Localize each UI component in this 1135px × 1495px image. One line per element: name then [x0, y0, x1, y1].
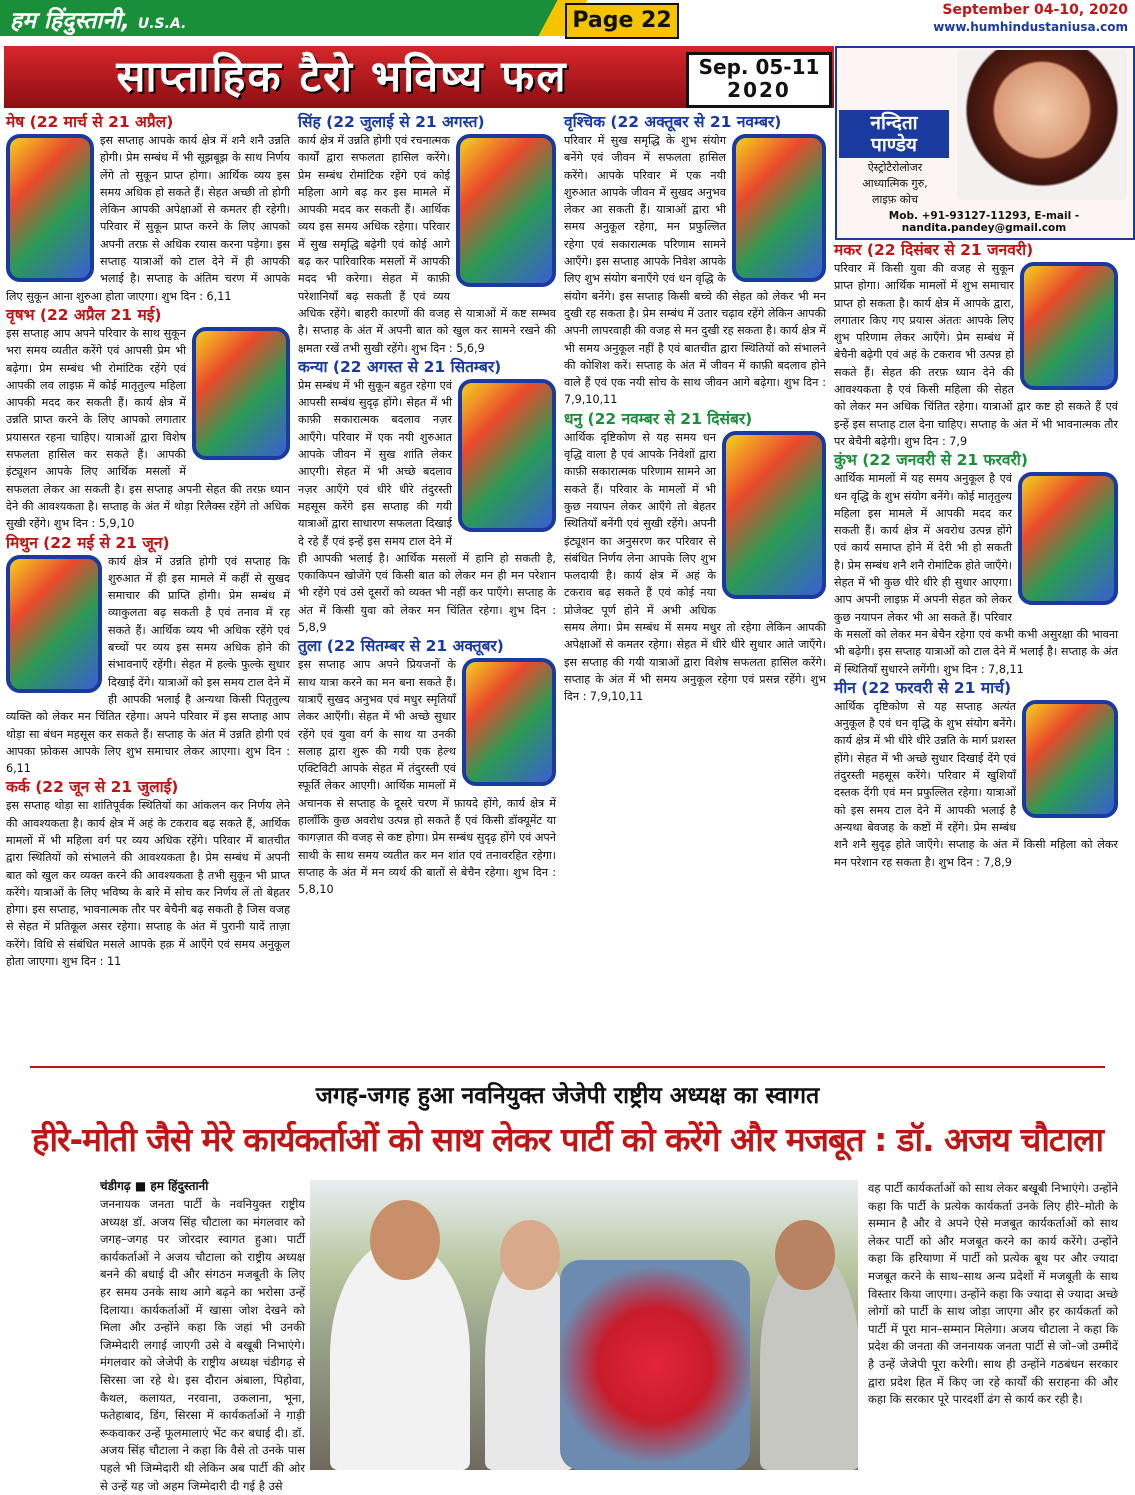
tarot-card-image: [722, 431, 826, 599]
horoscope-banner: [4, 46, 834, 108]
website-link[interactable]: www.humhindustaniusa.com: [933, 20, 1128, 34]
tarot-card-image: [6, 134, 94, 282]
photo-person-head: [370, 1200, 440, 1280]
news-photo: [310, 1180, 858, 1470]
paper-name: [10, 3, 186, 35]
column-1: [6, 112, 290, 970]
photo-person-head: [775, 1220, 835, 1290]
sign-title-mithun: मिथुन (22 मई से 21 जून): [6, 533, 170, 552]
tarot-card-image: [1018, 472, 1118, 605]
sign-title-singh: सिंह (22 जुलाई से 21 अगस्त): [298, 113, 485, 131]
author-box: [835, 46, 1135, 240]
sign-text-mesh: इस सप्ताह आपके कार्य क्षेत्र में शनै शनै उन्नति होगी। प्रेम सम्बंध में भी सूझबूझ के साथ निर्णय लेंगे तो सुकून प्राप्त होगा। आर्थिक व्यय इस समय अधिक हो सकते हैं। सेहत अच्छी तो होगी लेकिन आपकी अपेक्षाओं से कमतर ही रहेगी। परिवार में सुकून प्राप्त करने के लिए आपको अपनी तरफ़ से अधिक रयास करना पड़ेगा। इस सप्ताह यात्राओं को टाल देने में ही आपकी भलाई है। सप्ताह के अंतिम चरण में आपके लिए सुकून आना शुरुआ होता जाएगा। शुभ दिन : 6,11: [6, 134, 290, 303]
sign-title-tula: तुला (22 सितम्बर से 21 अक्तूबर): [298, 637, 504, 656]
tarot-card-image: [462, 658, 556, 786]
issue-date: September 04-10, 2020: [942, 2, 1128, 18]
author-desc-line: लाइफ़ कोच: [872, 193, 918, 206]
paper-name-bar: [0, 0, 560, 36]
sign-text-singh: कार्य क्षेत्र में उन्नति होगी एवं रचनात्मक कार्यों द्वारा सफलता हासिल करेंगे। प्रेम सम्बंध रोमांटिक रहेंगे एवं कोई महिला आगे बढ़ कर इस मामले में आपकी मदद कर सकती हैं। आर्थिक व्यय इस समय अधिक रहेगा। परिवार में सुख समृद्धि बढ़ेगी एवं कोई आगे बढ़ कर पारिवारिक मसलों में आपकी मदद भी करेगा। सेहत में काफ़ी परेशानियाँ बढ़ सकती हैं एवं व्यय अधिक रहेंगे। बाहरी कारणों की वजह से यात्राओं में कष्ट सम्भव है। सप्ताह के अंत में अपनी बात को खुल कर सामने रखने की क्षमता रखें तभी सुखी रहेंगे। शुभ दिन : 5,6,9: [298, 134, 556, 355]
sign-text-mithun: कार्य क्षेत्र में उन्नति होगी एवं सप्ताह कि शुरुआत में ही इस मामले में कहीं से सुखद समाचार की प्राप्ति होगी। प्रेम सम्बंध में व्याकुलता बढ़ सकती है एवं तनाव में रह सकते हैं। आर्थिक व्यय भी अधिक रहेंगे एवं बच्चों पर व्यय इस समय अधिक होने की संभावनाएँ रहेंगी। सेहत में हल्के फुल्के सुधार दिखाई देंगे। यात्राओं को इस समय टाल देने में ही आपकी भलाई है अन्यथा किसी पितृतुल्य व्यक्ति को लेकर मन चिंतित रहेगा। अपने परिवार में इस सप्ताह आप थोड़ा सा बंधन महसूस कर सकते हैं। सप्ताह के अंत में उन्नति होगी एवं आपका फ़ोकस आपके लिए शुभ समाचार लेकर आएगा। शुभ दिन : 6,11: [6, 554, 290, 776]
news-kicker: जगह-जगह हुआ नवनियुक्त जेजेपी राष्ट्रीय अध्यक्ष का स्वागत: [315, 1083, 820, 1109]
tarot-card-image: [732, 134, 826, 282]
sign-title-dhanu: धनु (22 नवम्बर से 21 दिसंबर): [564, 409, 753, 428]
sign-title-meen: मीन (22 फरवरी से 21 मार्च): [834, 678, 1012, 697]
tarot-card-image: [456, 134, 556, 287]
sign-title-vrishchik: वृश्चिक (22 अक्तूबर से 21 नवम्बर): [564, 113, 782, 131]
sign-text-tula: इस सप्ताह आप अपने प्रियजनों के साथ यात्रा करने का मन बना सकते हैं। यात्राएँ सुखद अनुभव एवं मधुर स्मृतियाँ लेकर आएँगी। सेहत में भी अच्छे सुधार रहेंगे एवं युवा वर्ग के साथ या उनकी सलाह द्वारा शुरू की गयी एक हेल्थ एक्टिविटी आपके सेहत में तंदुरस्ती एवं स्फूर्ति लेकर आएगी। आर्थिक मामलों में अचानक से सप्ताह के दूसरे चरण में फ़ायदे होंगे, कार्य क्षेत्र में हालाँकि कुछ अवरोध उत्पन्न हो सकते हैं एवं किसी डॉक्यूमेंट या कागज़ात की वजह से कष्ट होगा। प्रेम सम्बंध सुदृढ़ होंगे एवं अपने साथी के साथ समय व्यतीत कर मन शांत एवं तनावरहित रहेगा। सप्ताह के अंत में मन व्यर्थ की बातों से बेचैन रहेगा। शुभ दिन : 5,8,10: [298, 658, 556, 897]
news-dateline: चंडीगढ़ ■ हम हिंदुस्तानी: [100, 1179, 209, 1193]
author-desc-line: आध्यात्मिक गुरु,: [862, 177, 928, 190]
author-last-name: पाण्डेय: [871, 134, 917, 156]
sign-title-makar: मकर (22 दिसंबर से 21 जनवरी): [834, 241, 1034, 259]
author-description: [839, 160, 951, 208]
news-headline: हीरे-मोती जैसे मेरे कार्यकर्ताओं को साथ लेकर पार्टी को करेंगे और मजबूत : डॉ. अजय चौटाला: [31, 1120, 1104, 1159]
column-2: [298, 112, 556, 898]
sign-text-makar: परिवार में किसी युवा की वजह से सुकून प्राप्त होगा। आर्थिक मामलों में शुभ समाचार प्राप्त हो सकता है। कार्य क्षेत्र में आपके द्वारा, लगातार किए गए प्रयास अंततः आपके लिए शुभ परिणाम लेकर आएँगे। प्रेम सम्बंध में बेचैनी बढ़ेगी एवं अहं के टकराव भी उत्पन्न हो सकते हैं। सेहत की तरफ़ ध्यान देने की आवश्यकता है एवं किसी महिला की सेहत को लेकर मन अधिक चिंतित रहेगा। यात्राओं द्वार कष्ट हो सकते हैं एवं इन्हें इस सप्ताह टाल देना चाहिए। सप्ताह के अंत में भी भावनात्मक तौर पर बेचैनी बढ़ेगी। शुभ दिन : 7,9: [834, 262, 1118, 448]
photo-bouquet: [560, 1260, 750, 1470]
paper-suffix: U.S.A.: [137, 16, 187, 32]
sign-text-kanya: प्रेम सम्बंध में भी सुकून बहुत रहेगा एवं आपसी सम्बंध सुदृढ़ होंगे। सेहत में भी काफ़ी सकारात्मक बदलाव नज़र आएँगे। परिवार में एक नयी शुरुआत आपके जीवन में सुख शांति लेकर आएगी। सेहत में भी अच्छे बदलाव नज़र आएँगे एवं धीरे धीरे तंदुरस्ती महसूस करेंगे इस सप्ताह की गयी यात्राओं द्वारा साधारण सफलता दिखाई दे रहे हैं एवं इन्हें इस समय टाल देने में ही आपकी भलाई है। आर्थिक मसलों में हानि हो सकती है, एकाकिपन खोजेंगे एवं किसी बात को लेकर मन ही मन परेशान भी रहेंगे एवं उसे दूसरों को व्यक्त भी नहीं कर पाएँगे। सप्ताह के अंत में किसी युवा को लेकर मन चिंतित रहेगा। शुभ दिन : 5,8,9: [298, 378, 556, 635]
banner-title: साप्ताहिक टैरो भविष्य फल: [116, 52, 568, 102]
week-date-year: 2020: [727, 78, 791, 102]
news-body-left: जननायक जनता पार्टी के नवनियुक्त राष्ट्रीय अध्यक्ष डॉ. अजय सिंह चौटाला का मंगलवार को जगह–जगह पर जोरदार स्वागत हुआ। पार्टी कार्यकर्ताओं ने अजय चौटाला को राष्ट्रीय अध्यक्ष बनने की बधाई दी और संगठन मजबूती के लिए हर समय उनके साथ आगे बढ़ने का भरोसा उन्हें दिलाया। कार्यकर्ताओं में खासा जोश देखने को मिला और उन्होंने कहा कि जहां भी उनकी जिम्मेदारी लगाई जाएगी उसे वे बखूबी निभाएंगे। मंगलवार को जेजेपी के राष्ट्रीय अध्यक्ष चंडीगढ़ से सिरसा जा रहे थे। इस दौरान अंबाला, पिहोवा, कैथल, कलायत, नरवाना, उकलाना, भूना, फतेहाबाद, डिंग, सिरसा में कार्यकर्ताओं ने गाड़ी रूकवाकर उन्हें फूलमालाएं भेंट कर बधाई दी। डॉ. अजय सिंह चौटाला ने कहा कि वैसे तो उनके पास पहले भी जिम्मेदारी थी लेकिन अब पार्टी की ओर से उन्हें यह जो अहम जिम्मेदारी दी गई है उसे: [100, 1197, 305, 1493]
sign-text-dhanu: आर्थिक दृष्टिकोण से यह समय धन वृद्धि वाला है एवं आपके निवेशों द्वारा काफ़ी सकारात्मक परिणाम सामने आ सकते हैं। परिवार के मामलों में भी कुछ नयापन लेकर आएँगे तो बेहतर स्थितियाँ बनेंगी एवं सुखी रहेंगे। अपनी इंट्यूशन का अनुसरण कर परिवार से संबंधित निर्णय लेना आपके लिए शुभ फलदायी है। कार्य क्षेत्र में अहं के टकराव बढ़ सकते हैं एवं कोई नया प्रोजेक्ट पूर्ण होने में अभी अधिक समय लेगा। प्रेम सम्बंध में समय मधुर तो रहेगा लेकिन आपकी अपेक्षाओं से कमतर रहेगा। सेहत में धीरे धीरे सुधार आते जाएँगे। इस सप्ताह की गयी यात्राओं द्वारा विशेष सफलता हासिल करेंगे। सप्ताह के अंत में भी समय अनुकूल रहेगा एवं प्रसन्न रहेंगे। शुभ दिन : 7,9,10,11: [564, 430, 826, 704]
author-first-name: नन्दिता: [870, 112, 918, 134]
sign-text-kark: इस सप्ताह थोड़ा सा शांतिपूर्वक स्थितियों का आंकलन कर निर्णय लेने की आवश्यकता है। कार्य क्षेत्र में अहं के टकराव बढ़ सकते हैं, आर्थिक मामलों में भी महिला वर्ग पर व्यय अधिक रहेंगे। परिवार में बातचीत द्वारा स्थितियों को संभालने की आवश्यकता है। प्रेम सम्बंध में अपनी बात को खुल कर व्यक्त करने की आवश्यकता है तभी सुकून भी प्राप्त करेंगे। यात्राओं के लिए भविष्य के बारे में सोच कर निर्णय लें तो बेहतर होगा। इस सप्ताह, भावनात्मक तौर पर बेचैनी बढ़ सकती है जिस वजह से सेहत में प्रतिकूल असर रहेगा। सप्ताह के अंत में पुरानी यादें ताज़ा करेंगे। विधि से संबंधित मसले आपके हक़ में आएँगे एवं समय अनुकूल होता जाएगा। शुभ दिन : 11: [6, 799, 290, 969]
masthead: [0, 0, 1135, 44]
sign-text-vrishabh: इस सप्ताह आप अपने परिवार के साथ सुकून भरा समय व्यतीत करेंगे एवं आपसी प्रेम भी बढ़ेगा। प्रेम सम्बंध भी रोमांटिक रहेंगे एवं आपकी लव लाइफ़ में कोई मातृतुल्य महिला आपकी मदद कर सकती हैं। कार्य क्षेत्र में उन्नति प्राप्त करने के लिए आपको लगातार प्रयासरत रहना चाहिए। यात्राओं द्वारा विशेष सफलता हासिल कर सकते हैं। आपकी इंट्यूशन आपके लिए आर्थिक मसलों में सफलता लेकर आ सकती है। इस सप्ताह अपनी सेहत की तरफ़ ध्यान देने की आवश्यकता है। सप्ताह के अंत में थोड़ा रिलैक्स रहेंगे तो अधिक सुखी रहेंगे। शुभ दिन : 5,9,10: [6, 326, 290, 531]
sign-text-kumbh: आर्थिक मामलों में यह समय अनुकूल है एवं धन वृद्धि के शुभ संयोग बनेंगे। कोई मातृतुल्य महिला इस मामले में आपकी मदद कर सकती हैं। कार्य क्षेत्र में अवरोध उत्पन्न होंगे एवं कार्य समाप्त होने में देरी भी हो सकती है। प्रेम सम्बंध शनै शनै रोमांटिक होते जाएँगे। सेहत में भी कुछ धीरे धीरे ही सुधार आएगा। आप अपनी लाइफ़ में अपनी सेहत को लेकर कुछ नयापन लेकर भी आ सकते हैं। परिवार के मसलों को लेकर मन बेचैन रहेगा एवं कभी कभी असुरक्षा की भावना भी बढ़ेगी। इस सप्ताह यात्राओं को टाल देने में भलाई है। सप्ताह के अंत में स्थितियाँ सुधारने लगेंगी। शुभ दिन : 7,8,11: [834, 472, 1118, 676]
author-name: [839, 110, 949, 158]
news-body-right: वह पार्टी कार्यकर्ताओं को साथ लेकर बखूबी निभाएंगे। उन्होंने कहा कि पार्टी के प्रत्येक कार्यकर्ता उनके लिए हीरे–मोती के सम्मान है और वे अपने ऐसे मजबूत कार्यकर्ताओं को साथ लेकर पार्टी को और मजबूत करने का कार्य करेंगे। उन्होंने कहा कि हरियाणा में पार्टी को प्रत्येक बूथ पर और ज्यादा मजबूत करने के साथ–साथ अन्य प्रदेशों में मजबूती के साथ विस्तार किया जाएगा। उन्होंने कहा कि ज्यादा से ज्यादा अच्छे लोगों को पार्टी के साथ जोड़ा जाएगा और हर कार्यकर्ता को पार्टी में पूरा मान–सम्मान मिलेगा। अजय चौटाला ने कहा कि प्रदेश की जनता की जननायक जनता पार्टी से जो–जो उम्मीदें है उन्हें जेजेपी पूरा करेगी। साथ ही उन्होंने गठबंधन सरकार द्वारा प्रदेश हित में किए जा रहे कार्यों की सराहना की और कहा कि सरकार पूरे पारदर्शी ढंग से कार्य कर रही है।: [868, 1181, 1118, 1407]
tarot-card-image: [1022, 700, 1118, 818]
sign-text-meen: आर्थिक दृष्टिकोण से यह सप्ताह अत्यंत अनुकूल है एवं धन वृद्धि के शुभ संयोग बनेंगे। कार्य क्षेत्र में भी धीरे धीरे उन्नति के मार्ग प्रशस्त होंगे। सेहत में भी अच्छे सुधार दिखाई देंगे एवं तंदुरस्ती महसूस करेंगे। परिवार में खुशियाँ दस्तक देंगी एवं मन प्रफुल्लित रहेगा। यात्राओं को इस समय टाल देने में आपकी भलाई है अन्यथा बेवजह के कष्टों में रहेंगे। प्रेम सम्बंध शनै शनै सुदृढ़ होते जाएँगे। सप्ताह के अंत में किसी महिला को लेकर मन परेशान रह सकता है। शुभ दिन : 7,8,9: [834, 699, 1118, 869]
section-divider: [30, 1066, 1105, 1068]
tarot-card-image: [1020, 262, 1118, 390]
paper-name-text: हम हिंदुस्तानी,: [10, 8, 130, 34]
tarot-card-image: [192, 327, 290, 460]
sign-text-vrishchik: परिवार में सुख समृद्धि के शुभ संयोग बनेंगे एवं जीवन में सफलता हासिल करेंगे। आपके परिवार में एक नयी शुरुआत आपके जीवन में सुखद अनुभव लेकर आ सकती हैं। यात्राओं द्वारा भी समय अनुकूल रहेगा, मन प्रफुल्लित रहेगा एवं सकारात्मक परिणाम सामने आएँगे। इस सप्ताह आपके निवेश आपके लिए शुभ संयोग बनाएँगे एवं धन वृद्धि के संयोग बनेंगे। इस सप्ताह किसी बच्चे की सेहत को लेकर भी मन दुखी रह सकता है। प्रेम सम्बंध में उतार चढ़ाव रहेंगे लेकिन आपकी अपनी लापरवाही की वजह से मन दुखी रह सकता है। कार्य क्षेत्र में भी समय अनुकूल नहीं है एवं बातचीत द्वारा स्थितियों को संभालने की कोशिश करें। सप्ताह के अंत में जीवन में काफ़ी बदलाव होने वाले हैं एवं एक नयी सोच के साथ जीवन आगे बढ़ेगा। शुभ दिन : 7,9,10,11: [564, 134, 826, 407]
sign-title-kumbh: कुंभ (22 जनवरी से 21 फरवरी): [834, 451, 1028, 470]
week-date-box: [686, 52, 832, 108]
page-number: Page 22: [565, 3, 679, 39]
author-photo: [957, 50, 1127, 200]
author-desc-line: ऐस्ट्रोटैरोलोजर: [867, 161, 923, 174]
week-date-range: Sep. 05-11: [698, 55, 820, 79]
tarot-card-image: [458, 379, 556, 532]
photo-person-head: [500, 1220, 560, 1290]
sign-title-mesh: मेष (22 मार्च से 21 अप्रैल): [6, 113, 174, 131]
column-3: [564, 112, 826, 706]
column-4: [834, 240, 1118, 871]
sign-title-kanya: कन्या (22 अगस्त से 21 सितम्बर): [298, 357, 502, 376]
author-contact: Mob. +91-93127-11293, E-mail - nandita.pandey@gmail.com: [888, 210, 1080, 234]
tarot-card-image: [6, 555, 102, 693]
sign-title-vrishabh: वृषभ (22 अप्रैल 21 मई): [6, 305, 162, 324]
sign-title-kark: कर्क (22 जून से 21 जुलाई): [6, 778, 179, 797]
